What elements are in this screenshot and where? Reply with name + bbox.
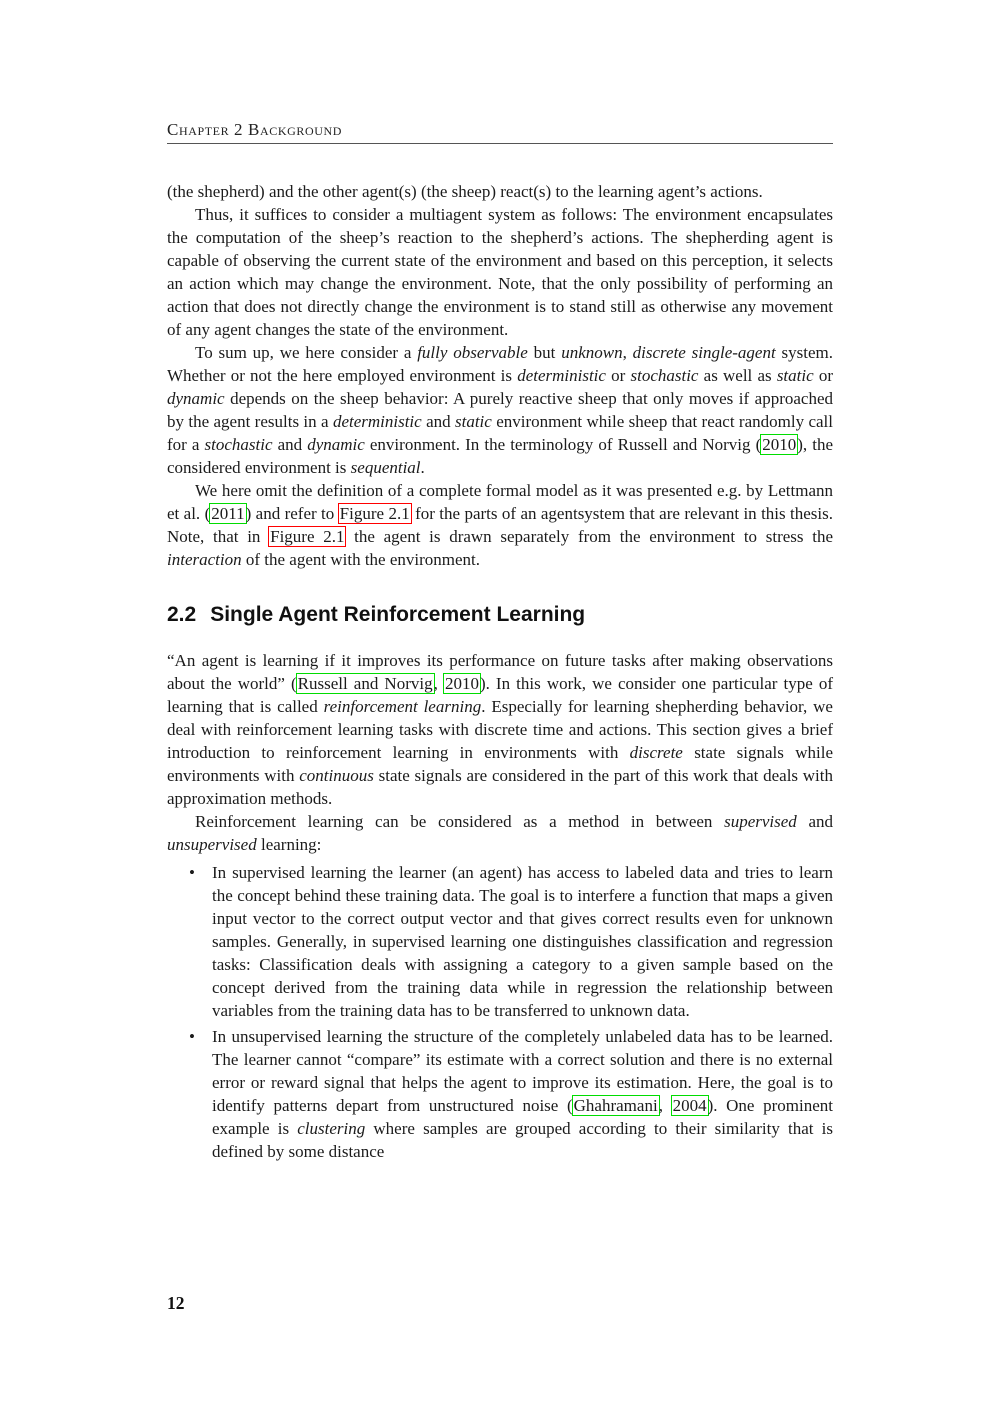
text-segment: We here omit the definition of a complete formal model as it was presented e.g. by Lettmann et al. ( [167, 481, 833, 523]
text-segment: and [272, 435, 308, 454]
paragraph-rl-between [167, 810, 833, 856]
figure-link[interactable]: Figure 2.1 [270, 527, 345, 546]
text-segment: or [605, 366, 631, 385]
paragraph-formal-model [167, 479, 833, 571]
text-segment: . [420, 458, 425, 477]
text-segment: of the agent with the environment. [241, 550, 481, 569]
citation-link[interactable]: 2004 [672, 1096, 707, 1115]
bullet-list [167, 861, 833, 1163]
section-heading [167, 602, 833, 628]
text-segment: , [433, 674, 444, 693]
text-segment: continuous [299, 766, 374, 785]
text-block [167, 120, 833, 1163]
text-segment: discrete single-agent [632, 343, 776, 362]
text-segment: sequential [350, 458, 421, 477]
text-segment: , [658, 1096, 672, 1115]
citation-link[interactable]: Russell and Norvig [297, 674, 433, 693]
text-segment: state signals while environments with [167, 743, 833, 785]
text-segment: ) and refer to [245, 504, 339, 523]
bullet-icon: • [189, 1027, 195, 1046]
text-segment: stochastic [630, 366, 699, 385]
text-segment: “An agent is learning if it improves its performance on future tasks after making observations about the world” ( [167, 651, 833, 693]
text-segment: To sum up, we here consider a [195, 343, 418, 362]
paragraph-environment-properties [167, 341, 833, 479]
text-segment: stochastic [204, 435, 273, 454]
text-segment: ). In this work, we consider one particular type of learning that is called [167, 674, 834, 716]
text-segment: but [527, 343, 562, 362]
paragraph-multiagent-system [167, 203, 833, 341]
text-segment: the agent is drawn separately from the environment to stress the [345, 527, 833, 546]
text-segment: environment while sheep that react randomly call for a [167, 412, 833, 454]
running-header [167, 120, 833, 144]
text-segment: learning: [256, 835, 322, 854]
figure-link[interactable]: Figure 2.1 [339, 504, 410, 523]
text-segment: interaction [167, 550, 242, 569]
text-segment: supervised [724, 812, 797, 831]
text-segment: and [796, 812, 833, 831]
citation-link[interactable]: 2010 [444, 674, 479, 693]
text-segment: clustering [297, 1119, 366, 1138]
citation-link[interactable]: 2011 [211, 504, 245, 523]
text-segment: unknown [561, 343, 623, 362]
text-segment: static [776, 366, 814, 385]
text-segment: . Especially for learning shepherding behavior, we deal with reinforcement learning tasks with discrete time and actions. This section gives a brief introduction to reinforcement learning in environments with [167, 697, 833, 762]
list-item-text [212, 861, 833, 1022]
text-segment: deterministic [332, 412, 422, 431]
text-segment: static [454, 412, 492, 431]
text-segment: for the parts of an agentsystem that are relevant in this thesis. Note, that in [167, 504, 833, 546]
text-segment: system. Whether or not the here employed environment is [167, 343, 833, 385]
text-segment: Reinforcement learning can be considered as a method in between [195, 812, 725, 831]
paragraph-learning-definition [167, 649, 833, 810]
text-segment: as well as [698, 366, 777, 385]
paragraph-intro [167, 180, 833, 203]
text-segment: , [622, 343, 633, 362]
text-segment: dynamic [307, 435, 365, 454]
list-item-supervised [167, 861, 833, 1022]
list-item-unsupervised [167, 1025, 833, 1163]
section-number: 2.2 [167, 603, 197, 626]
text-segment: fully observable [417, 343, 528, 362]
text-segment: (the shepherd) and the other agent(s) (the sheep) react(s) to the learning agent’s actions. [167, 182, 763, 201]
text-segment: deterministic [517, 366, 606, 385]
text-segment: environment. In the terminology of Russell and Norvig ( [364, 435, 762, 454]
citation-link[interactable]: Ghahramani [573, 1096, 658, 1115]
text-segment: ), the considered environment is [167, 435, 834, 477]
text-segment: In unsupervised learning the structure of the completely unlabeled data has to be learned. The learner cannot “compare” its estimate with a correct solution and there is no external error or reward signal that helps the agent to improve its estimation. Here, the goal is to identify patterns depart from unstructured noise ( [212, 1027, 833, 1115]
text-segment: unsupervised [167, 835, 257, 854]
text-segment: In supervised learning the learner (an agent) has access to labeled data and tries to learn the concept behind these training data. The goal is to interfere a function that maps a given input vector to the correct output vector and that gives correct results even for unknown samples. Generally, in supervised learning one distinguishes classification and regression tasks: Classification deals with assigning a category to a given sample based on the concept derived from the training data while in regression the relationship between variables from the training data has to be transferred to unknown data. [212, 863, 833, 1020]
text-segment: where samples are grouped according to their similarity that is defined by some distance [212, 1119, 833, 1161]
section-title: Single Agent Reinforcement Learning [210, 603, 586, 626]
running-header-title: Chapter 2 Background [167, 120, 343, 139]
text-segment: discrete [629, 743, 683, 762]
text-segment: Thus, it suffices to consider a multiagent system as follows: The environment encapsulates the computation of the sheep’s reaction to the shepherd’s actions. The shepherding agent is capable of observing the current state of the environment and based on this perception, it selects an action which may change the environment. Note, that the only possibility of performing an action that does not directly change the environment is to stand still as otherwise any movement of any agent changes the state of the environment. [167, 205, 833, 339]
bullet-icon: • [189, 863, 195, 882]
page-number: 12 [167, 1293, 185, 1313]
text-segment: or [813, 366, 833, 385]
citation-link[interactable]: 2010 [762, 435, 797, 454]
text-segment: and [421, 412, 455, 431]
text-segment: ). One prominent example is [212, 1096, 834, 1138]
text-segment: reinforcement learning [323, 697, 482, 716]
text-segment: state signals are considered in the part of this work that deals with approximation methods. [167, 766, 833, 808]
list-item-text [212, 1025, 833, 1163]
text-segment: dynamic [167, 389, 225, 408]
text-segment: depends on the sheep behavior: A purely reactive sheep that only moves if approached by the agent results in a [167, 389, 833, 431]
